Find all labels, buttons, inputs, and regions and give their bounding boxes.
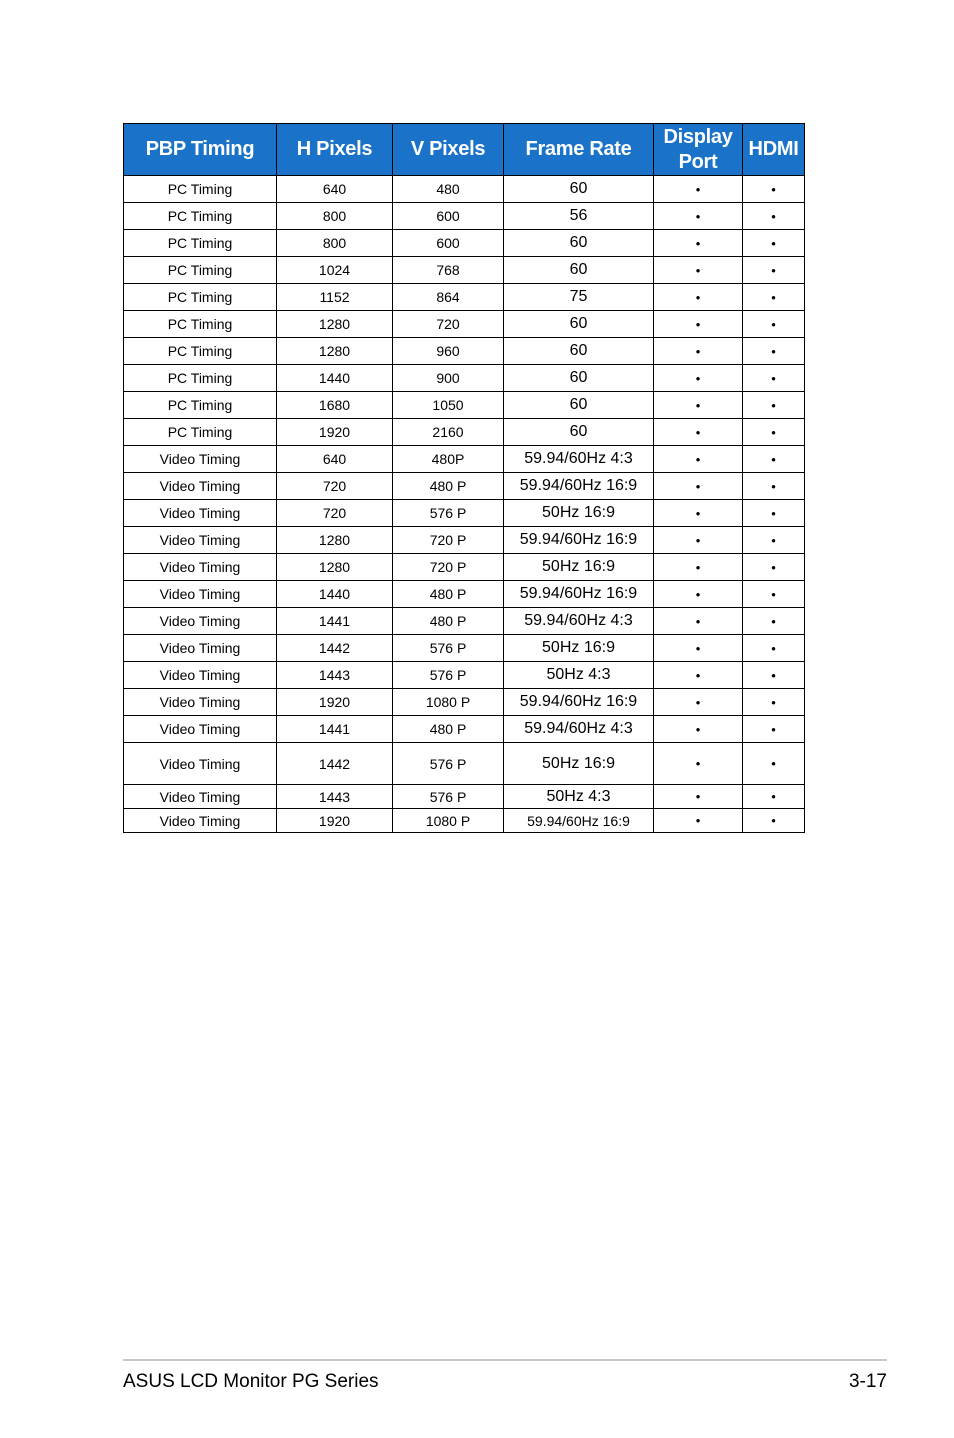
table-row <box>124 662 805 689</box>
table-row <box>124 284 805 311</box>
table-row <box>124 809 805 833</box>
cell-pbp-timing: Video Timing <box>124 581 277 608</box>
cell-hdmi: • <box>743 176 805 203</box>
cell-pbp-timing: PC Timing <box>124 230 277 257</box>
cell-frame-rate: 60 <box>504 230 654 257</box>
cell-display-port: • <box>654 716 743 743</box>
cell-v-pixels: 768 <box>393 257 504 284</box>
cell-display-port: • <box>654 635 743 662</box>
cell-frame-rate: 59.94/60Hz 16:9 <box>504 527 654 554</box>
cell-hdmi: • <box>743 257 805 284</box>
header-display-port: Display Port <box>654 124 743 176</box>
cell-h-pixels: 1920 <box>277 419 393 446</box>
cell-h-pixels: 720 <box>277 500 393 527</box>
cell-hdmi: • <box>743 338 805 365</box>
cell-pbp-timing: PC Timing <box>124 257 277 284</box>
cell-frame-rate: 56 <box>504 203 654 230</box>
cell-v-pixels: 720 P <box>393 527 504 554</box>
cell-pbp-timing: PC Timing <box>124 284 277 311</box>
cell-h-pixels: 800 <box>277 203 393 230</box>
cell-display-port: • <box>654 284 743 311</box>
cell-v-pixels: 600 <box>393 203 504 230</box>
table-body <box>124 176 805 833</box>
cell-display-port: • <box>654 662 743 689</box>
cell-pbp-timing: Video Timing <box>124 473 277 500</box>
cell-frame-rate: 59.94/60Hz 16:9 <box>504 809 654 833</box>
cell-frame-rate: 59.94/60Hz 16:9 <box>504 689 654 716</box>
table-row <box>124 608 805 635</box>
table-row <box>124 230 805 257</box>
cell-frame-rate: 50Hz 16:9 <box>504 554 654 581</box>
cell-hdmi: • <box>743 311 805 338</box>
cell-h-pixels: 1152 <box>277 284 393 311</box>
cell-display-port: • <box>654 809 743 833</box>
table-row <box>124 419 805 446</box>
cell-hdmi: • <box>743 608 805 635</box>
cell-v-pixels: 576 P <box>393 785 504 809</box>
cell-h-pixels: 1280 <box>277 527 393 554</box>
cell-frame-rate: 75 <box>504 284 654 311</box>
cell-display-port: • <box>654 257 743 284</box>
cell-pbp-timing: PC Timing <box>124 338 277 365</box>
header-hdmi: HDMI <box>743 124 805 176</box>
cell-hdmi: • <box>743 635 805 662</box>
cell-hdmi: • <box>743 419 805 446</box>
cell-pbp-timing: Video Timing <box>124 446 277 473</box>
cell-v-pixels: 576 P <box>393 500 504 527</box>
header-h-pixels: H Pixels <box>277 124 393 176</box>
cell-display-port: • <box>654 311 743 338</box>
cell-display-port: • <box>654 446 743 473</box>
cell-display-port: • <box>654 365 743 392</box>
cell-pbp-timing: PC Timing <box>124 392 277 419</box>
cell-frame-rate: 60 <box>504 365 654 392</box>
cell-h-pixels: 800 <box>277 230 393 257</box>
table-row <box>124 446 805 473</box>
cell-h-pixels: 1443 <box>277 662 393 689</box>
table-row <box>124 689 805 716</box>
cell-hdmi: • <box>743 809 805 833</box>
cell-display-port: • <box>654 419 743 446</box>
cell-v-pixels: 480 P <box>393 473 504 500</box>
cell-h-pixels: 1442 <box>277 635 393 662</box>
cell-h-pixels: 1440 <box>277 581 393 608</box>
cell-hdmi: • <box>743 716 805 743</box>
cell-frame-rate: 50Hz 16:9 <box>504 500 654 527</box>
cell-v-pixels: 480P <box>393 446 504 473</box>
cell-h-pixels: 1280 <box>277 554 393 581</box>
cell-display-port: • <box>654 689 743 716</box>
cell-frame-rate: 50Hz 16:9 <box>504 635 654 662</box>
table-row <box>124 203 805 230</box>
cell-v-pixels: 600 <box>393 230 504 257</box>
cell-frame-rate: 60 <box>504 392 654 419</box>
cell-frame-rate: 59.94/60Hz 4:3 <box>504 716 654 743</box>
cell-display-port: • <box>654 743 743 785</box>
cell-display-port: • <box>654 785 743 809</box>
cell-v-pixels: 864 <box>393 284 504 311</box>
cell-pbp-timing: Video Timing <box>124 809 277 833</box>
table-row <box>124 581 805 608</box>
cell-h-pixels: 1920 <box>277 809 393 833</box>
cell-display-port: • <box>654 554 743 581</box>
table-row <box>124 635 805 662</box>
table-row <box>124 338 805 365</box>
cell-hdmi: • <box>743 230 805 257</box>
cell-pbp-timing: PC Timing <box>124 203 277 230</box>
cell-pbp-timing: Video Timing <box>124 662 277 689</box>
cell-display-port: • <box>654 230 743 257</box>
cell-hdmi: • <box>743 785 805 809</box>
cell-hdmi: • <box>743 581 805 608</box>
cell-hdmi: • <box>743 392 805 419</box>
cell-v-pixels: 1050 <box>393 392 504 419</box>
cell-pbp-timing: PC Timing <box>124 419 277 446</box>
cell-v-pixels: 900 <box>393 365 504 392</box>
cell-display-port: • <box>654 473 743 500</box>
cell-h-pixels: 640 <box>277 176 393 203</box>
cell-frame-rate: 50Hz 4:3 <box>504 785 654 809</box>
cell-display-port: • <box>654 500 743 527</box>
cell-v-pixels: 480 <box>393 176 504 203</box>
cell-hdmi: • <box>743 203 805 230</box>
cell-hdmi: • <box>743 662 805 689</box>
cell-h-pixels: 1024 <box>277 257 393 284</box>
cell-frame-rate: 59.94/60Hz 4:3 <box>504 446 654 473</box>
cell-pbp-timing: Video Timing <box>124 554 277 581</box>
cell-display-port: • <box>654 608 743 635</box>
cell-h-pixels: 1680 <box>277 392 393 419</box>
header-v-pixels: V Pixels <box>393 124 504 176</box>
table-row <box>124 176 805 203</box>
cell-hdmi: • <box>743 689 805 716</box>
cell-frame-rate: 50Hz 16:9 <box>504 743 654 785</box>
pbp-timing-table <box>123 123 805 833</box>
cell-pbp-timing: PC Timing <box>124 176 277 203</box>
table-header-row <box>124 124 805 176</box>
table-row <box>124 785 805 809</box>
cell-v-pixels: 1080 P <box>393 689 504 716</box>
table-row <box>124 527 805 554</box>
header-pbp-timing: PBP Timing <box>124 124 277 176</box>
cell-display-port: • <box>654 338 743 365</box>
cell-pbp-timing: Video Timing <box>124 743 277 785</box>
footer-title: ASUS LCD Monitor PG Series <box>123 1371 379 1392</box>
cell-v-pixels: 576 P <box>393 635 504 662</box>
cell-v-pixels: 960 <box>393 338 504 365</box>
cell-frame-rate: 60 <box>504 311 654 338</box>
cell-h-pixels: 1443 <box>277 785 393 809</box>
cell-display-port: • <box>654 527 743 554</box>
cell-frame-rate: 60 <box>504 176 654 203</box>
cell-display-port: • <box>654 392 743 419</box>
cell-v-pixels: 480 P <box>393 581 504 608</box>
cell-pbp-timing: Video Timing <box>124 716 277 743</box>
cell-pbp-timing: Video Timing <box>124 500 277 527</box>
cell-display-port: • <box>654 581 743 608</box>
cell-hdmi: • <box>743 446 805 473</box>
cell-frame-rate: 59.94/60Hz 4:3 <box>504 608 654 635</box>
cell-hdmi: • <box>743 284 805 311</box>
cell-pbp-timing: Video Timing <box>124 785 277 809</box>
page-number: 3-17 <box>848 1371 887 1392</box>
cell-hdmi: • <box>743 743 805 785</box>
footer-divider <box>123 1359 887 1361</box>
cell-h-pixels: 1440 <box>277 365 393 392</box>
cell-frame-rate: 59.94/60Hz 16:9 <box>504 473 654 500</box>
table-row <box>124 554 805 581</box>
cell-hdmi: • <box>743 365 805 392</box>
cell-hdmi: • <box>743 554 805 581</box>
cell-h-pixels: 1280 <box>277 338 393 365</box>
cell-v-pixels: 720 P <box>393 554 504 581</box>
cell-pbp-timing: PC Timing <box>124 311 277 338</box>
header-frame-rate: Frame Rate <box>504 124 654 176</box>
table-row <box>124 473 805 500</box>
cell-h-pixels: 640 <box>277 446 393 473</box>
cell-pbp-timing: Video Timing <box>124 527 277 554</box>
cell-h-pixels: 720 <box>277 473 393 500</box>
table-row <box>124 365 805 392</box>
table-row <box>124 311 805 338</box>
cell-v-pixels: 1080 P <box>393 809 504 833</box>
table-row <box>124 743 805 785</box>
cell-pbp-timing: Video Timing <box>124 689 277 716</box>
cell-display-port: • <box>654 203 743 230</box>
cell-h-pixels: 1441 <box>277 716 393 743</box>
table-row <box>124 716 805 743</box>
cell-h-pixels: 1280 <box>277 311 393 338</box>
cell-v-pixels: 576 P <box>393 743 504 785</box>
cell-frame-rate: 60 <box>504 338 654 365</box>
cell-h-pixels: 1441 <box>277 608 393 635</box>
cell-h-pixels: 1920 <box>277 689 393 716</box>
table-row <box>124 257 805 284</box>
table-row <box>124 392 805 419</box>
cell-h-pixels: 1442 <box>277 743 393 785</box>
cell-pbp-timing: PC Timing <box>124 365 277 392</box>
cell-frame-rate: 59.94/60Hz 16:9 <box>504 581 654 608</box>
cell-frame-rate: 60 <box>504 419 654 446</box>
cell-v-pixels: 480 P <box>393 716 504 743</box>
cell-pbp-timing: Video Timing <box>124 608 277 635</box>
table-row <box>124 500 805 527</box>
cell-v-pixels: 480 P <box>393 608 504 635</box>
cell-hdmi: • <box>743 527 805 554</box>
cell-display-port: • <box>654 176 743 203</box>
cell-hdmi: • <box>743 473 805 500</box>
cell-frame-rate: 50Hz 4:3 <box>504 662 654 689</box>
cell-v-pixels: 2160 <box>393 419 504 446</box>
cell-hdmi: • <box>743 500 805 527</box>
cell-pbp-timing: Video Timing <box>124 635 277 662</box>
cell-v-pixels: 720 <box>393 311 504 338</box>
cell-v-pixels: 576 P <box>393 662 504 689</box>
cell-frame-rate: 60 <box>504 257 654 284</box>
